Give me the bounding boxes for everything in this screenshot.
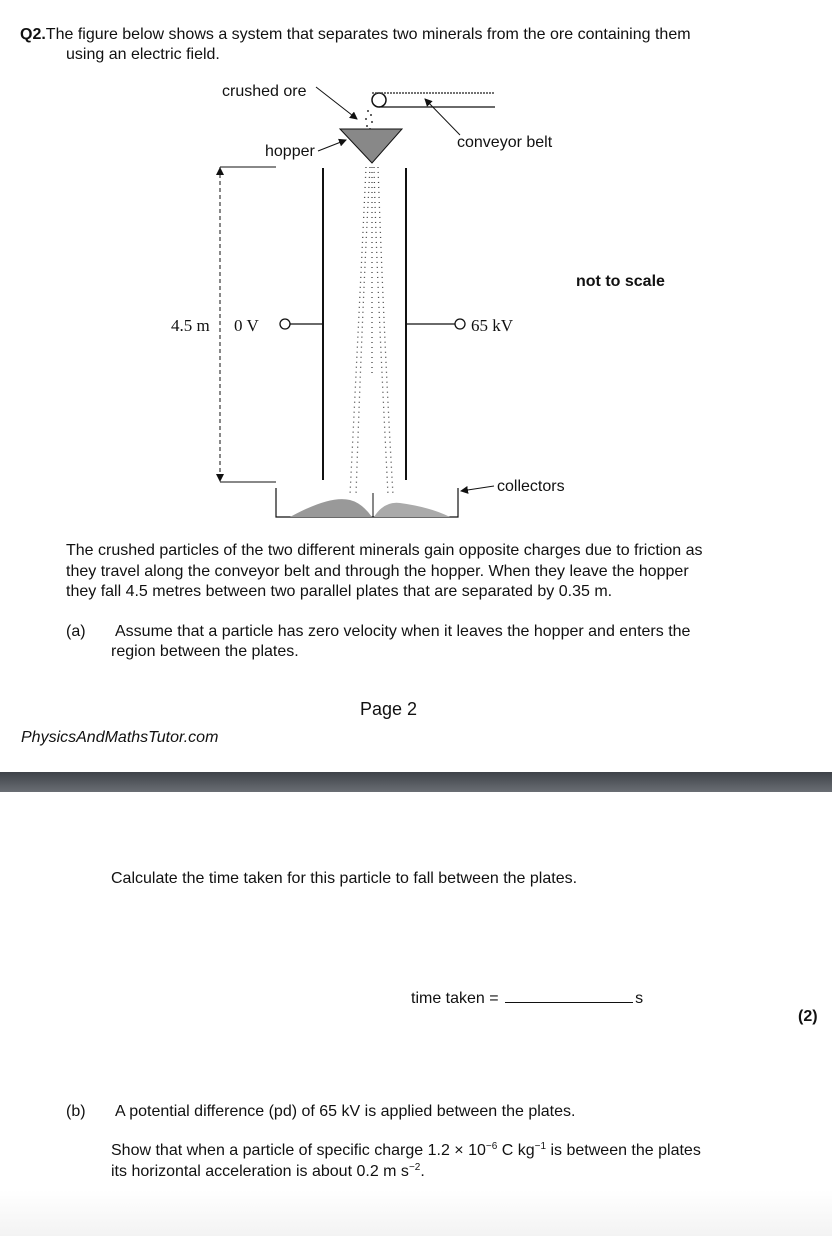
bottom-shadow: [0, 1190, 832, 1236]
question-number: Q2.: [20, 26, 46, 43]
page-number: Page 2: [360, 699, 418, 719]
right-voltage-label: 65 kV: [471, 316, 514, 335]
answer-row: [411, 988, 643, 1009]
ore-stream-top: [365, 110, 373, 130]
part-b-line3: its horizontal acceleration is about 0.2 m $s^{-2}$.: [111, 1162, 425, 1180]
not-to-scale-label: not to scale: [576, 273, 665, 290]
separator-diagram: [0, 75, 832, 535]
answer-blank[interactable]: [505, 988, 633, 1003]
part-a-line2: region between the plates.: [111, 643, 299, 660]
part-a-label: (a): [66, 623, 86, 640]
particle-streams: [350, 167, 393, 495]
height-label: 4.5 m: [171, 316, 210, 335]
part-b-label: (b): [66, 1103, 86, 1120]
hopper-shape: [340, 129, 402, 163]
crushed-ore-label: crushed ore: [222, 83, 307, 100]
answer-label: time taken =: [411, 990, 499, 1007]
question-intro-line2: using an electric field.: [66, 46, 220, 63]
part-b-line2: Show that when a particle of specific charge $1.2 \times 10^{-6}$ C $kg^{-1}$ is between the plates: [111, 1141, 701, 1159]
marks-label: (2): [798, 1008, 818, 1025]
conveyor-belt-shape: [372, 93, 495, 107]
left-voltage-label: 0 V: [234, 316, 259, 335]
collectors-label: collectors: [497, 478, 565, 495]
part-a-text: [111, 622, 791, 662]
site-footer: PhysicsAndMathsTutor.com: [21, 729, 219, 746]
paragraph-line3: they fall 4.5 metres between two parallel plates that are separated by 0.35 m.: [66, 583, 613, 600]
part-a-line1: Assume that a particle has zero velocity when it leaves the hopper and enters the: [115, 623, 691, 640]
question-intro-line1: The figure below shows a system that separates two minerals from the ore containing them: [45, 26, 691, 43]
hopper-label: hopper: [265, 143, 315, 160]
part-b-line1: A potential difference (pd) of 65 kV is applied between the plates.: [115, 1103, 576, 1120]
conveyor-belt-label: conveyor belt: [457, 134, 553, 151]
part-a-question: Calculate the time taken for this particle to fall between the plates.: [111, 870, 578, 887]
paragraph-line1: The crushed particles of the two different minerals gain opposite charges due to friction as: [66, 542, 703, 559]
description-paragraph: [66, 541, 786, 603]
collectors-shape: [276, 488, 458, 517]
paragraph-line2: they travel along the conveyor belt and through the hopper. When they leave the hopper: [66, 562, 689, 580]
right-terminal: [455, 319, 465, 329]
answer-unit: s: [635, 990, 644, 1007]
page-break-bar: [0, 772, 832, 792]
left-terminal: [280, 319, 290, 329]
question-heading: [20, 25, 810, 45]
